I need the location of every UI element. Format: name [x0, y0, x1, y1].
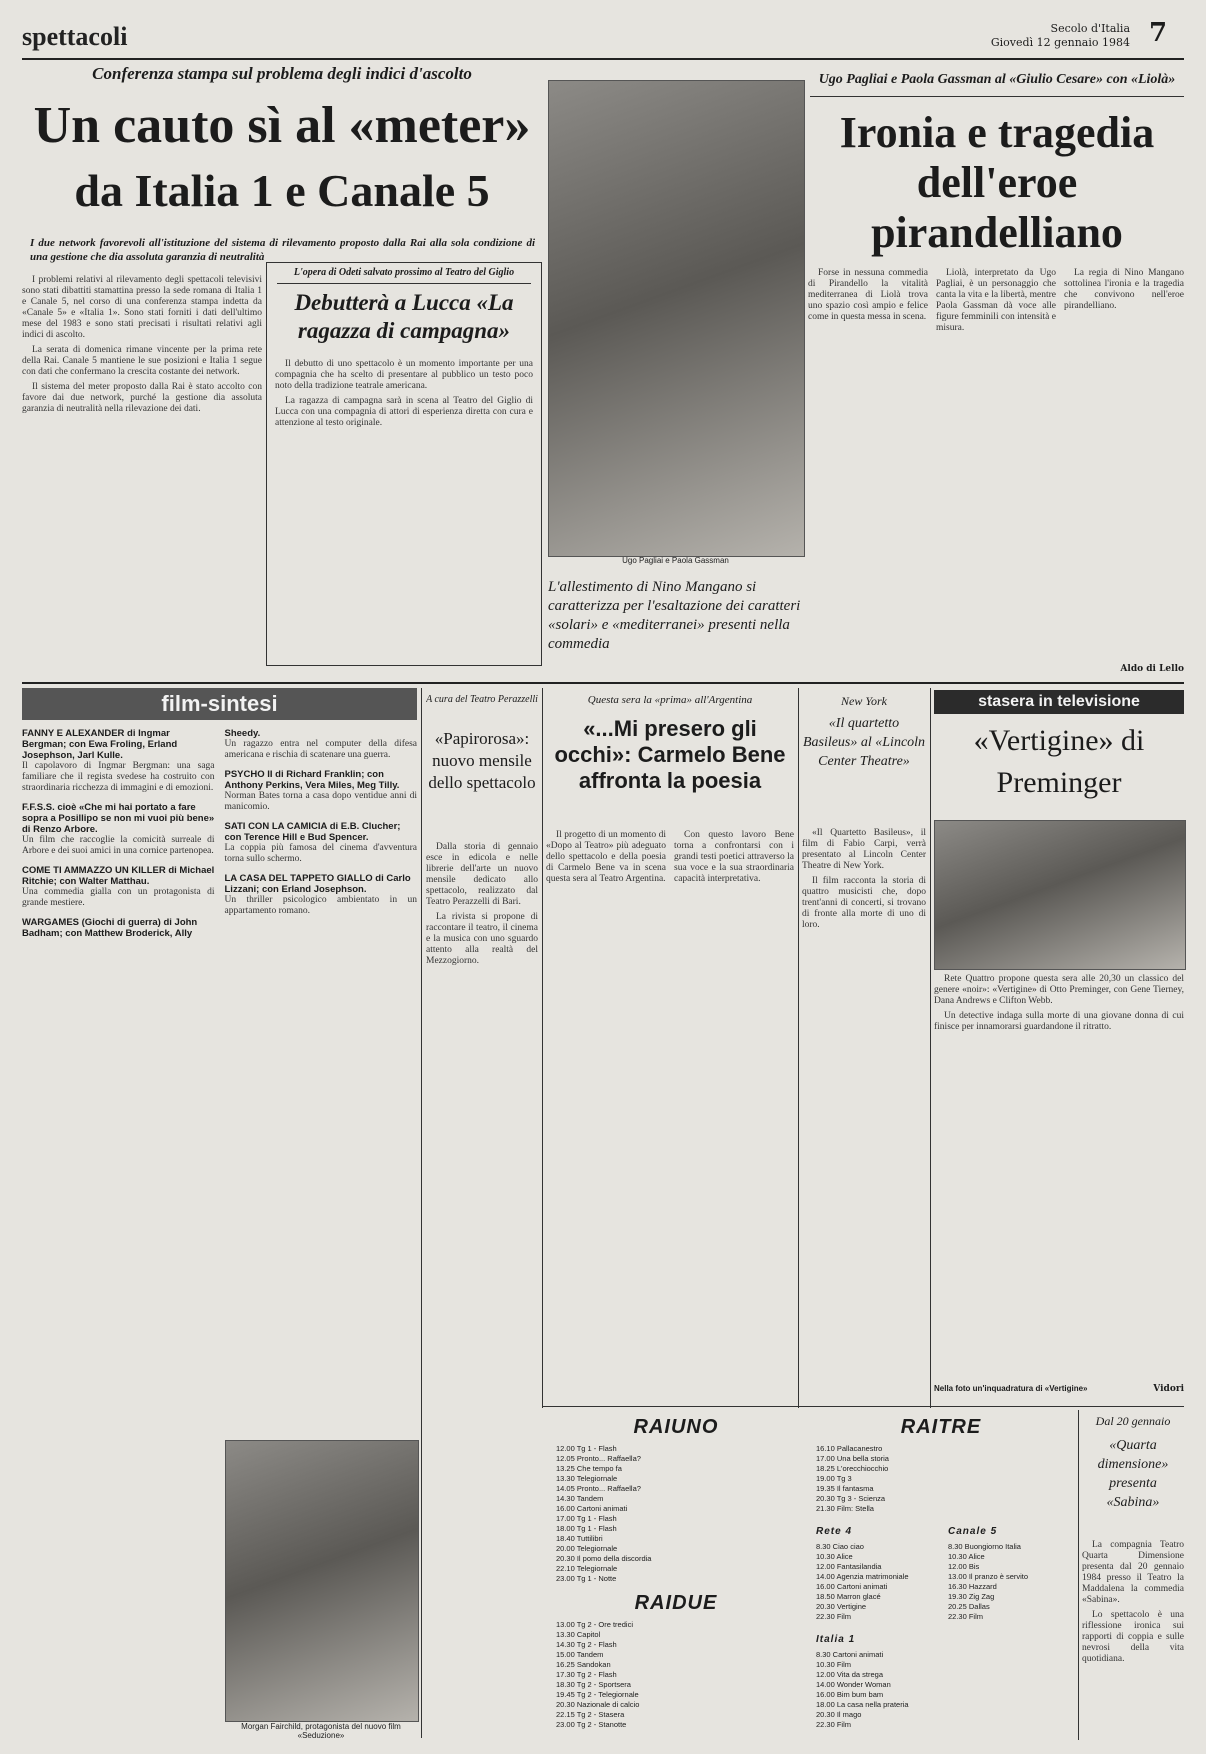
meter-subhead: I due network favorevoli all'istituzione del sistema di rilevamento proposto dalla Rai alla sola condizione di una gestione che dia assoluta garanzia di neutralità — [30, 237, 535, 263]
tv-listing-item: 10.30 Film — [816, 1660, 852, 1669]
film-text: Un ragazzo entra nel computer della difesa americana e rischia di scatenare una guerra. — [224, 739, 417, 760]
film-entry — [225, 873, 418, 917]
tv-listing-item: 15.00 Tandem — [556, 1650, 604, 1659]
tv-listing-item: 17.30 Tg 2 - Flash — [556, 1670, 617, 1679]
tv-paragraph: Un detective indaga sulla morte di una giovane donna di cui finisce per innamorarsi guardandone il ritratto. — [934, 1011, 1184, 1032]
film-title: SATI CON LA CAMICIA di E.B. Clucher; con Terence Hill e Bud Spencer. — [224, 821, 401, 843]
papirorosa-kicker: A cura del Teatro Perazzelli — [426, 694, 538, 705]
canale5-logo: Canale 5 — [948, 1526, 998, 1537]
film-entry — [22, 865, 215, 909]
private-networks — [816, 1526, 1076, 1740]
tv-listing-item: 22.30 Film — [816, 1612, 852, 1621]
papirorosa-paragraph: Dalla storia di gennaio esce in edicola e nelle librerie dell'arte un nuovo mensile dedicato allo spettacolo, realizzato dal Teatro Perazzelli di Bari. — [426, 842, 538, 907]
lucca-paragraph: Il debutto di uno spettacolo è un momento importante per una compagnia che ha scelto di presentare al pubblico un testo poco noto della tradizione teatrale americana. — [275, 359, 533, 391]
raiuno-list — [556, 1444, 796, 1584]
tv-listing-item: 10.30 Alice — [948, 1552, 985, 1561]
tv-listing-item: 12.00 Vita da strega — [816, 1670, 883, 1679]
tv-listing-item: 14.30 Tg 2 - Flash — [556, 1640, 617, 1649]
quartetto-body — [802, 828, 926, 1398]
tv-listing-item: 21.30 Film: Stella — [816, 1504, 874, 1513]
rete4-list — [816, 1542, 941, 1626]
tv-listing-item: 16.25 Sandokan — [556, 1660, 611, 1669]
tv-headline: «Vertigine» di Preminger — [973, 724, 1145, 799]
tv-body — [934, 974, 1184, 1370]
tv-listing-item: 18.40 Tuttilibri — [556, 1534, 603, 1543]
bene-kicker: Questa sera la «prima» all'Argentina — [587, 694, 753, 706]
liola-paragraph: Forse in nessuna commedia di Pirandello la vitalità mediterranea di Liolà trova uno spazio così ampio e felice come in questa messa in scena. — [808, 268, 928, 322]
paper-name: Secolo d'Italia — [1050, 22, 1130, 35]
tv-listing-item: 22.30 Film — [948, 1612, 984, 1621]
tv-listing-item: 18.00 La casa nella prateria — [816, 1700, 909, 1709]
tv-listing-item: 20.25 Dallas — [948, 1602, 990, 1611]
tv-listing-item: 12.00 Bis — [948, 1562, 980, 1571]
liola-paragraph: La regia di Nino Mangano sottolinea l'ironia e la tragedia che convivono nell'eroe pirandelliano. — [1064, 268, 1184, 311]
tv-listing-item: 18.25 L'orecchiocchio — [816, 1464, 889, 1473]
tv-listing-item: 20.00 Telegiornale — [556, 1544, 618, 1553]
quarta-paragraph: La compagnia Teatro Quarta Dimensione presenta dal 20 gennaio 1984 presso il Teatro la Maddalena la commedia «Sabina». — [1082, 1540, 1184, 1605]
tv-listing-item: 16.00 Cartoni animati — [816, 1582, 888, 1591]
tv-paragraph: Rete Quattro propone questa sera alle 20,30 un classico del genere «noir»: «Vertigine» di Otto Preminger, con Gene Tierney, Dana Andrews e Clifton Webb. — [934, 974, 1184, 1006]
bene-headline: «...Mi presero gli occhi»: Carmelo Bene affronta la poesia — [554, 716, 786, 793]
tv-listing-item: 13.30 Capitol — [556, 1630, 601, 1639]
canale5-list — [948, 1542, 1076, 1626]
liola-kicker: Ugo Pagliai e Paola Gassman al «Giulio Cesare» con «Liolà» — [818, 72, 1176, 87]
bene-body — [546, 830, 794, 1400]
meter-paragraph: La serata di domenica rimane vincente per la prima rete della Rai. Canale 5 mantiene le sue posizioni e Italia 1 segue con dati che confermano la crescita costante dei network. — [22, 345, 262, 377]
film-title: FANNY E ALEXANDER di Ingmar Bergman; con Ewa Froling, Erland Josephson, Jarl Kulle. — [22, 728, 178, 761]
film-title: LA CASA DEL TAPPETO GIALLO di Carlo Lizzani; con Erland Josephson. — [224, 873, 411, 895]
tv-listing-item: 20.30 Il pomo della discordia — [556, 1554, 652, 1563]
meter-headline-line2: da Italia 1 e Canale 5 — [74, 168, 490, 216]
liola-paragraph: Liolà, interpretato da Ugo Pagliai, è un personaggio che canta la vita e la libertà, mentre Paola Gassman dà voce alle figure femminili con intensità e misura. — [936, 268, 1056, 333]
tv-listing-item: 16.10 Pallacanestro — [816, 1444, 883, 1453]
lucca-headline: Debutterà a Lucca «La ragazza di campagna» — [294, 290, 514, 343]
photo-morgan-fairchild — [225, 1440, 419, 1722]
film-text: Un thriller psicologico ambientato in un appartamento romano. — [224, 895, 417, 916]
tv-byline: Vidori — [1153, 1384, 1184, 1394]
quarta-headline: «Quarta dimensione» presenta «Sabina» — [1097, 1438, 1169, 1510]
italia1-logo: Italia 1 — [816, 1634, 856, 1645]
quartetto-headline: «Il quartetto Basileus» al «Lincoln Center Theatre» — [802, 716, 926, 769]
tv-listing-item: 22.15 Tg 2 - Stasera — [556, 1710, 625, 1719]
film-title: WARGAMES (Giochi di guerra) di John Badham; con Matthew Broderick, Ally Sheedy. — [22, 728, 261, 939]
tv-photo-caption: Nella foto un'inquadratura di «Vertigine» — [934, 1384, 1088, 1393]
section-label: spettacoli — [22, 22, 128, 51]
meter-kicker: Conferenza stampa sul problema degli indici d'ascolto — [92, 64, 472, 83]
liola-body — [808, 268, 1184, 663]
tv-listing-item: 22.10 Telegiornale — [556, 1564, 618, 1573]
lucca-body — [275, 359, 533, 659]
film-title: F.F.S.S. cioè «Che mi hai portato a fare sopra a Posillipo se non mi vuoi più bene» di Renzo Arbore. — [22, 802, 215, 835]
film-text: La coppia più famosa del cinema d'avventura torna sullo schermo. — [224, 843, 417, 864]
tv-listing-item: 13.30 Telegiornale — [556, 1474, 618, 1483]
film-entry — [22, 802, 215, 857]
bene-paragraph: Con questo lavoro Bene torna a confrontarsi con i grandi testi poetici attraverso la sua voce e la sua straordinaria capacità interpretativa. — [674, 830, 794, 884]
tv-listing-item: 20.30 Il mago — [816, 1710, 862, 1719]
film-entry — [225, 769, 418, 813]
meter-paragraph: I problemi relativi al rilevamento degli spettacoli televisivi sono stati dibattiti stamattina presso la sede romana di Italia 1 e Canale 5, nel corso di una conferenza stampa indetta da «Canale 5» e «Italia 1». Sono stati forniti i dati dell'ultimo mese del 1983 e sono stati precisati i risultati relativi agli indici di ascolto. — [22, 275, 262, 340]
tv-listings — [546, 1410, 1076, 1740]
photo-bottom-caption: Morgan Fairchild, protagonista del nuovo film «Seduzione» — [241, 1722, 401, 1740]
page-number: 7 — [1148, 18, 1168, 48]
film-text: Un film che raccoglie la comicità surreale di Arbore e dei suoi amici in una cornice partenopea. — [22, 835, 215, 856]
tv-listing-item: 12.00 Fantasilandia — [816, 1562, 882, 1571]
tv-listing-item: 16.00 Bim bum bam — [816, 1690, 884, 1699]
film-text: Norman Bates torna a casa dopo ventidue anni di manicomio. — [224, 791, 417, 812]
film-title: PSYCHO II di Richard Franklin; con Anthony Perkins, Vera Miles, Meg Tilly. — [224, 769, 400, 791]
quarta-body — [1082, 1540, 1184, 1740]
rete4-logo: Rete 4 — [816, 1526, 853, 1537]
quartetto-paragraph: Il film racconta la storia di quattro musicisti che, dopo trent'anni di concerti, si trovano di fronte alla morte di uno di loro. — [802, 876, 926, 930]
tv-listing-item: 14.30 Tandem — [556, 1494, 604, 1503]
tv-listing-item: 18.50 Marron glacé — [816, 1592, 881, 1601]
tv-listing-item: 20.30 Nazionale di calcio — [556, 1700, 640, 1709]
photo-top-caption: Ugo Pagliai e Paola Gassman — [622, 556, 729, 565]
tv-listing-item: 14.00 Wonder Woman — [816, 1680, 891, 1689]
raidue-logo: RAIDUE — [634, 1592, 718, 1614]
tv-listing-item: 19.35 Il fantasma — [816, 1484, 874, 1493]
tv-listing-item: 13.00 Il pranzo è servito — [948, 1572, 1029, 1581]
quarta-paragraph: Lo spettacolo è una riflessione ironica sui rapporti di coppia e sulle nevrosi della vita quotidiana. — [1082, 1610, 1184, 1664]
liola-pullquote: L'allestimento di Nino Mangano si caratterizza per l'esaltazione dei caratteri «solari» e «mediterranei» presenti nella commedia — [548, 579, 801, 652]
tv-listing-item: 22.30 Film — [816, 1720, 852, 1729]
tv-listing-item: 12.05 Pronto... Raffaella? — [556, 1454, 641, 1463]
lucca-paragraph: La ragazza di campagna sarà in scena al Teatro del Giglio di Lucca con una compagnia di attori di esperienza diretta con cura e attenzione al testo originale. — [275, 396, 533, 428]
quartetto-kicker: New York — [841, 694, 887, 708]
bene-paragraph: Il progetto di un momento di «Dopo al Teatro» più adeguato dello spettacolo e della poesia di Carmelo Bene va in scena questa sera al Teatro Argentina. — [546, 830, 666, 884]
film-title: COME TI AMMAZZO UN KILLER di Michael Ritchie; con Walter Matthau. — [22, 865, 215, 887]
lucca-article — [266, 262, 542, 666]
tv-listing-item: 16.00 Cartoni animati — [556, 1504, 628, 1513]
film-entry — [225, 821, 418, 865]
raitre-list — [816, 1444, 1066, 1520]
tv-listing-item: 8.30 Ciao ciao — [816, 1542, 864, 1551]
tv-listing-item: 19.30 Zig Zag — [948, 1592, 995, 1601]
meter-headline-line1: Un cauto sì al «meter» — [33, 100, 531, 154]
tv-listing-item: 10.30 Alice — [816, 1552, 853, 1561]
italia1-list — [816, 1650, 941, 1736]
film-entry — [22, 728, 215, 794]
film-sintesi-band: film-sintesi — [22, 688, 417, 720]
tv-listing-item: 23.00 Tg 2 - Stanotte — [556, 1720, 627, 1729]
tv-listing-item: 19.45 Tg 2 - Telegiornale — [556, 1690, 639, 1699]
papirorosa-paragraph: La rivista si propone di raccontare il teatro, il cinema e la musica con uno sguardo attento alla realtà del Mezzogiorno. — [426, 912, 538, 966]
film-text: Il capolavoro di Ingmar Bergman: una saga familiare che il regista svedese ha costruito con straordinaria ricchezza di immagini e di emozioni. — [22, 761, 215, 793]
tv-listing-item: 18.00 Tg 1 - Flash — [556, 1524, 617, 1533]
tv-listing-item: 8.30 Cartoni animati — [816, 1650, 884, 1659]
tv-listing-item: 18.30 Tg 2 - Sportsera — [556, 1680, 631, 1689]
tv-listing-item: 17.00 Tg 1 - Flash — [556, 1514, 617, 1523]
tv-listing-item: 16.30 Hazzard — [948, 1582, 997, 1591]
tv-listing-item: 20.30 Vertigine — [816, 1602, 867, 1611]
raitre-logo: RAITRE — [900, 1416, 982, 1438]
tv-listing-item: 14.05 Pronto... Raffaella? — [556, 1484, 641, 1493]
quartetto-paragraph: «Il Quartetto Basileus», il film di Fabio Carpi, verrà presentato al Lincoln Center Theatre di New York. — [802, 828, 926, 871]
meter-body — [22, 275, 262, 665]
tv-band: stasera in televisione — [934, 690, 1184, 714]
papirorosa-headline: «Papirorosa»: nuovo mensile dello spettacolo — [428, 729, 536, 792]
tv-listing-item: 23.00 Tg 1 - Notte — [556, 1574, 617, 1583]
quarta-kicker: Dal 20 gennaio — [1095, 1414, 1171, 1428]
page-date: Giovedì 12 gennaio 1984 — [990, 36, 1130, 49]
tv-listing-item: 19.00 Tg 3 — [816, 1474, 852, 1483]
raiuno-logo: RAIUNO — [633, 1416, 719, 1438]
liola-byline: Aldo di Lello — [1120, 664, 1184, 674]
raidue-list — [556, 1620, 796, 1736]
tv-listing-item: 14.00 Agenzia matrimoniale — [816, 1572, 909, 1581]
tv-listing-item: 13.00 Tg 2 - Ore tredici — [556, 1620, 633, 1629]
film-text: Una commedia gialla con un protagonista di grande mestiere. — [22, 887, 215, 908]
lucca-kicker: L'opera di Odeti salvato prossimo al Teatro del Giglio — [293, 267, 515, 278]
tv-listing-item: 17.00 Una bella storia — [816, 1454, 889, 1463]
photo-pagliai-gassman — [548, 80, 805, 557]
papirorosa-body — [426, 842, 538, 1392]
photo-vertigine — [934, 820, 1186, 970]
tv-listing-item: 20.30 Tg 3 - Scienza — [816, 1494, 886, 1503]
tv-listing-item: 13.25 Che tempo fa — [556, 1464, 622, 1473]
tv-listing-item: 12.00 Tg 1 - Flash — [556, 1444, 617, 1453]
meter-paragraph: Il sistema del meter proposto dalla Rai è stato accolto con favore dai due network, purché la gestione dia assoluta garanzia di neutralità nella rilevazione dei dati. — [22, 382, 262, 414]
liola-headline: Ironia e tragedia dell'eroe pirandelliano — [839, 108, 1155, 257]
tv-listing-item: 8.30 Buongiorno Italia — [948, 1542, 1021, 1551]
